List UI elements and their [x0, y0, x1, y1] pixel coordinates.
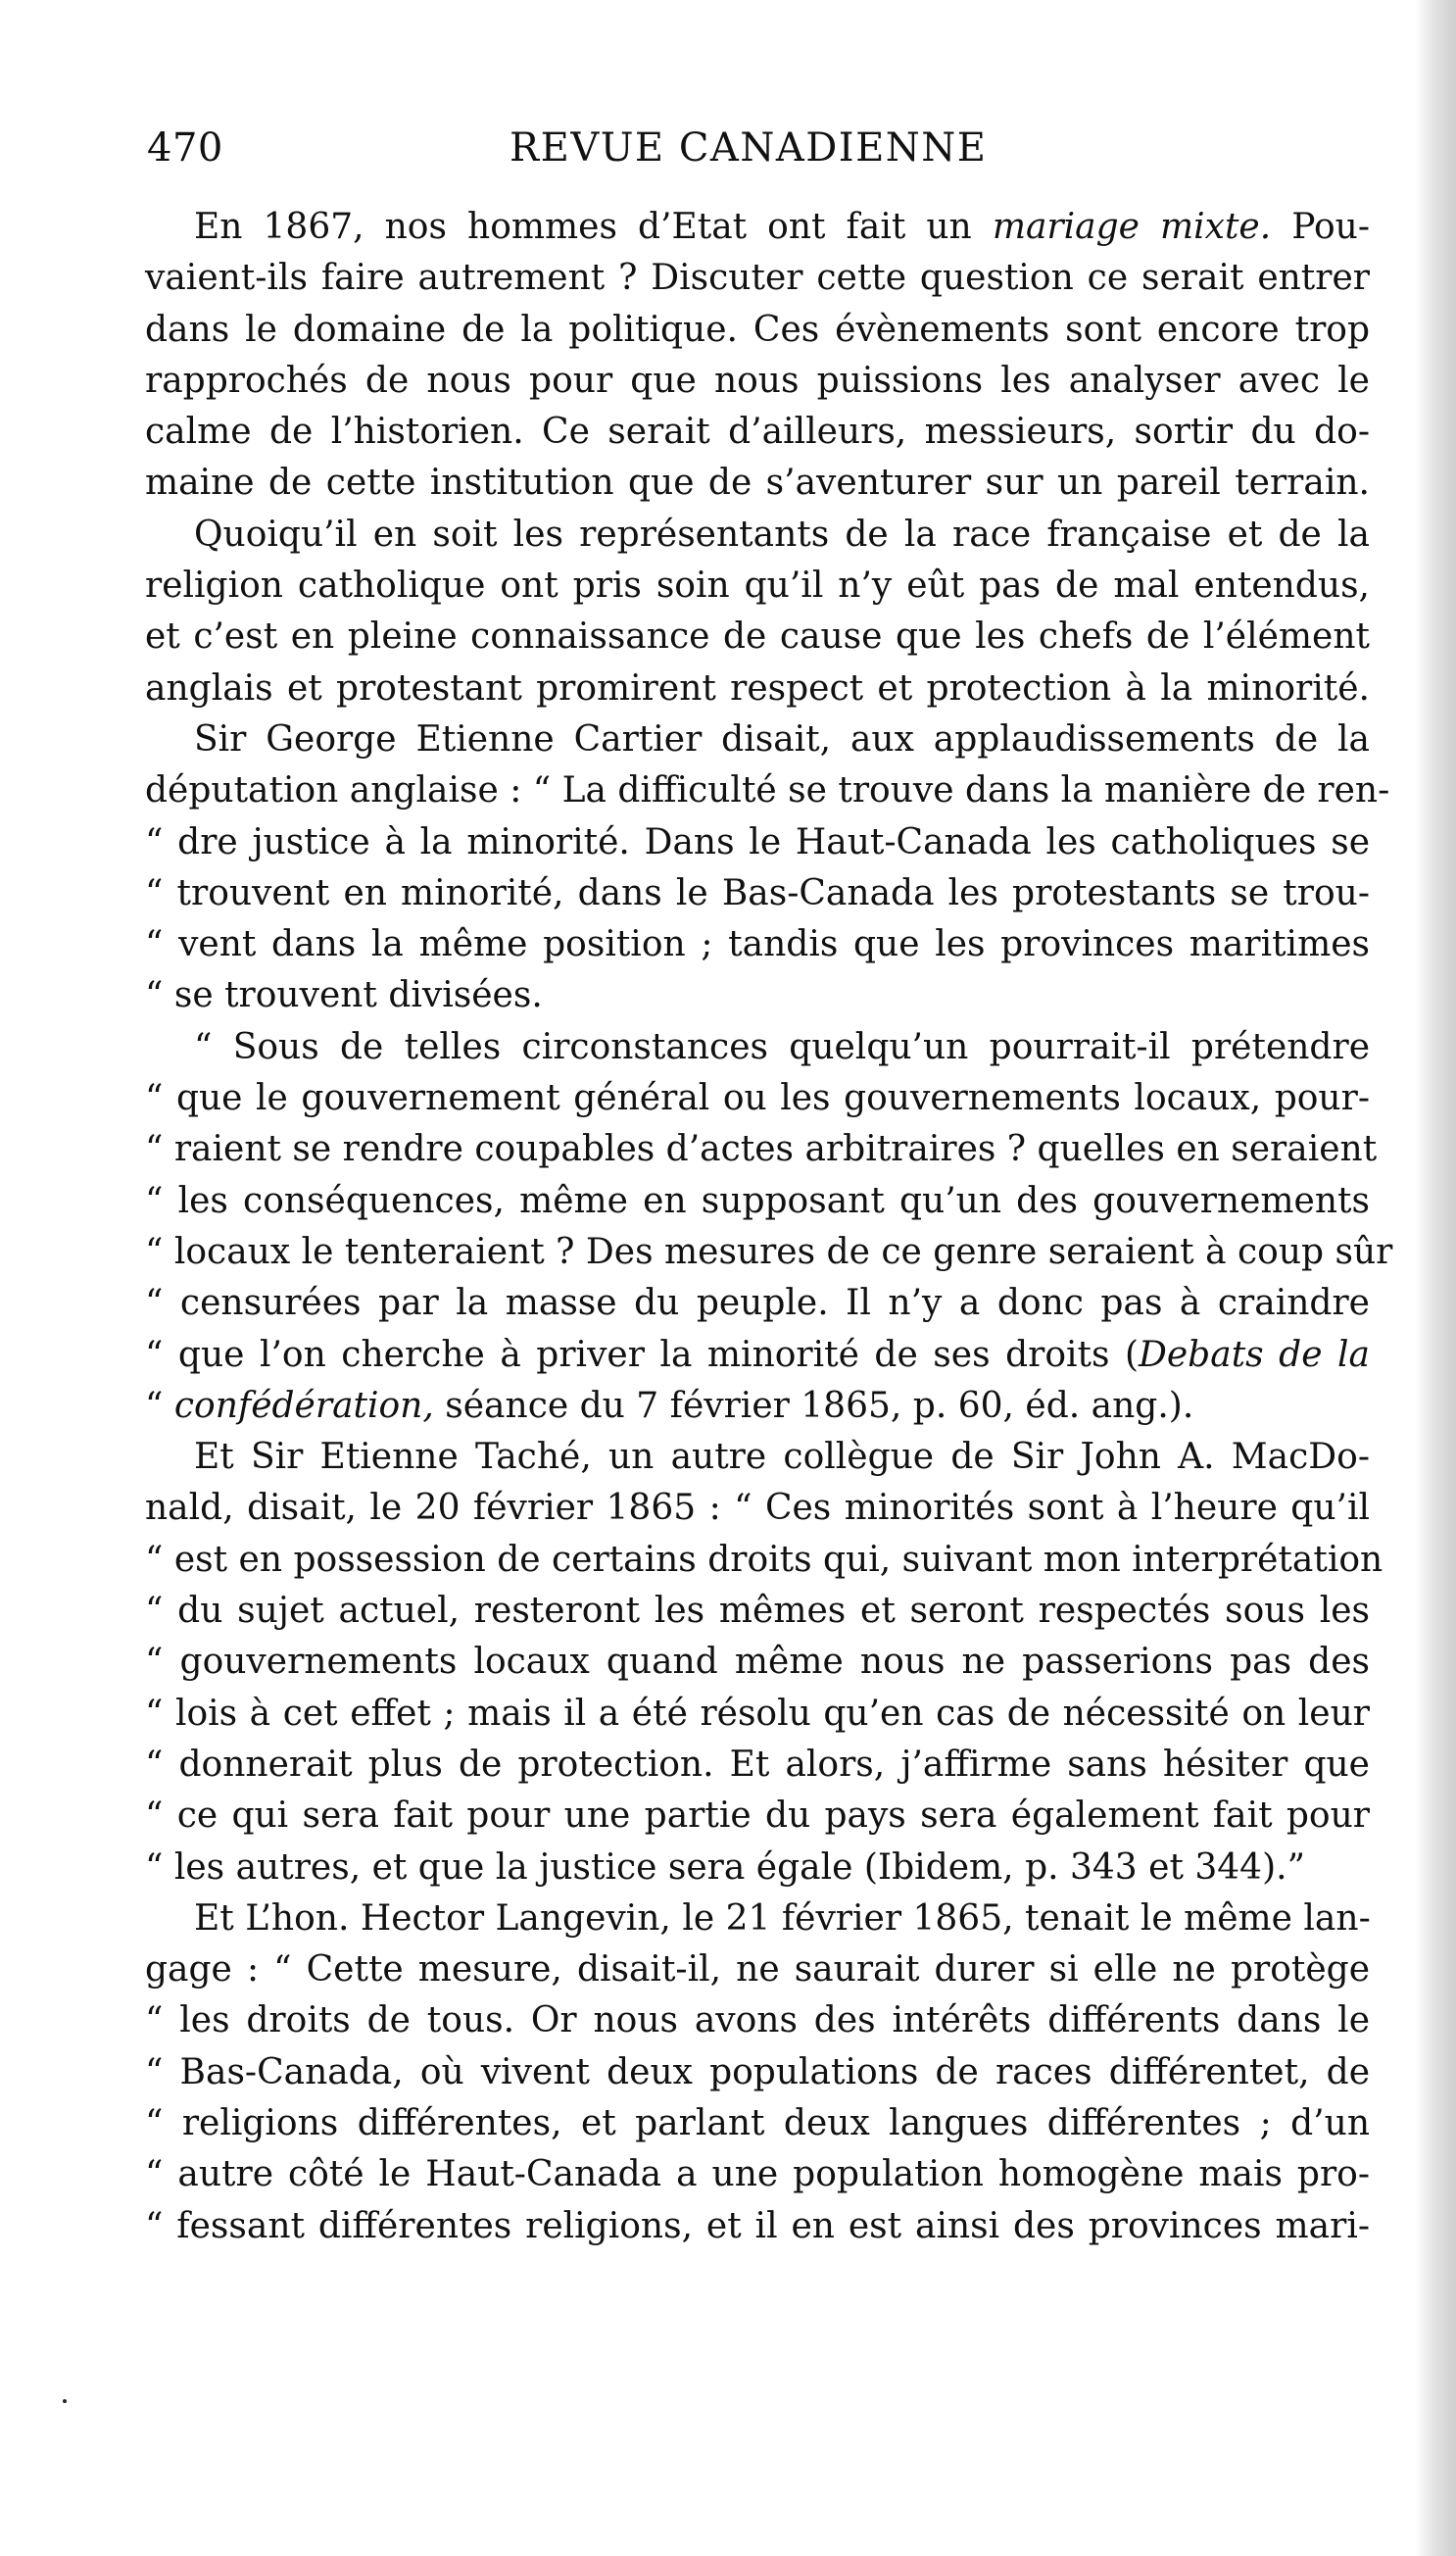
text-line: “ les conséquences, même en supposant qu’un des gouvernements	[145, 1180, 1370, 1221]
text-line: “ autre côté le Haut-Canada a une population homogène mais pro-	[145, 2154, 1370, 2195]
text-line: “ dre justice à la minorité. Dans le Haut-Canada les catholiques se	[145, 821, 1370, 862]
text-line: “ donnerait plus de protection. Et alors, j’affirme sans hésiter que	[145, 1744, 1370, 1785]
text-line: rapprochés de nous pour que nous puissions les analyser avec le	[145, 360, 1370, 401]
text-line: maine de cette institution que de s’aventurer sur un pareil terrain.	[145, 463, 1370, 504]
text-line: “ fessant différentes religions, et il en est ainsi des provinces mari-	[145, 2205, 1370, 2246]
text-line: nald, disait, le 20 février 1865 : “ Ces minorités sont à l’heure qu’il	[145, 1488, 1370, 1529]
text-line: anglais et protestant promirent respect et protection à la minorité.	[145, 667, 1370, 709]
italic-phrase: confédération,	[173, 1385, 434, 1426]
page-edge-shadow	[1415, 0, 1456, 2556]
text-line: Quoiqu’il en soit les représentants de la race française et de la	[194, 514, 1370, 555]
text-line: “ que l’on cherche à priver la minorité de ses droits (Debats de la	[145, 1334, 1370, 1375]
text-line: “ se trouvent divisées.	[145, 975, 543, 1016]
text-line: vaient-ils faire autrement ? Discuter cette question ce serait entrer	[145, 258, 1370, 299]
text-line: et c’est en pleine connaissance de cause que les chefs de l’élément	[145, 616, 1370, 658]
text-line: “ locaux le tenteraient ? Des mesures de ce genre seraient à coup sûr	[145, 1231, 1393, 1272]
italic-phrase: mariage mixte.	[992, 207, 1272, 247]
text-line: “ confédération, séance du 7 février 1865, p. 60, éd. ang.).	[145, 1385, 1194, 1426]
page-header	[147, 125, 1372, 184]
text-line: “ Bas-Canada, où vivent deux populations de races différentet, de	[145, 2051, 1370, 2092]
text-line: “ que le gouvernement général ou les gouvernements locaux, pour-	[145, 1078, 1370, 1119]
page-number: 470	[147, 125, 223, 171]
text-line: “ gouvernements locaux quand même nous ne passerions pas des	[145, 1642, 1370, 1683]
text-line: En 1867, nos hommes d’Etat ont fait un mariage mixte. Pou-	[194, 207, 1371, 247]
text-line: gage : “ Cette mesure, disait-il, ne saurait durer si elle ne protège	[145, 1949, 1370, 1991]
text-line: “ Sous de telles circonstances quelqu’un pourrait-il prétendre	[194, 1026, 1370, 1067]
text-line: “ censurées par la masse du peuple. Il n’y a donc pas à craindre	[145, 1283, 1370, 1324]
text-line: “ religions différentes, et parlant deux langues différentes ; d’un	[145, 2102, 1370, 2143]
text-line: Sir George Etienne Cartier disait, aux applaudissements de la	[194, 718, 1370, 760]
text-line: dans le domaine de la politique. Ces évènements sont encore trop	[145, 309, 1370, 350]
body-text	[145, 202, 1393, 2252]
text-line: “ lois à cet effet ; mais il a été résolu qu’en cas de nécessité on leur	[145, 1693, 1370, 1734]
text-line: “ ce qui sera fait pour une partie du pays sera également fait pour	[145, 1795, 1370, 1837]
text-line: députation anglaise : “ La difficulté se trouve dans la manière de ren-	[145, 770, 1390, 811]
text-line: Et Sir Etienne Taché, un autre collègue de Sir John A. MacDo-	[194, 1437, 1370, 1478]
text-line: religion catholique ont pris soin qu’il n’y eût pas de mal entendus,	[145, 565, 1370, 607]
italic-phrase: Debats de la	[1139, 1334, 1370, 1375]
text-line: “ est en possession de certains droits qui, suivant mon interprétation	[145, 1539, 1383, 1580]
text-line: “ les autres, et que la justice sera égale (Ibidem, p. 343 et 344).”	[145, 1846, 1305, 1888]
text-line: “ raient se rendre coupables d’actes arbitraires ? quelles en seraient	[145, 1129, 1378, 1170]
text-line: “ du sujet actuel, resteront les mêmes et seront respectés sous les	[145, 1591, 1370, 1632]
text-line: Et L’hon. Hector Langevin, le 21 février 1865, tenait le même lan-	[194, 1897, 1371, 1939]
paper-speck	[63, 2399, 67, 2403]
text-line: calme de l’historien. Ce serait d’ailleurs, messieurs, sortir du do-	[145, 412, 1370, 453]
text-line: “ trouvent en minorité, dans le Bas-Canada les protestants se trou-	[145, 872, 1370, 913]
text-line: “ les droits de tous. Or nous avons des intérêts différents dans le	[145, 2000, 1370, 2041]
running-title: REVUE CANADIENNE	[510, 125, 988, 171]
text-line: “ vent dans la même position ; tandis que les provinces maritimes	[145, 924, 1370, 965]
